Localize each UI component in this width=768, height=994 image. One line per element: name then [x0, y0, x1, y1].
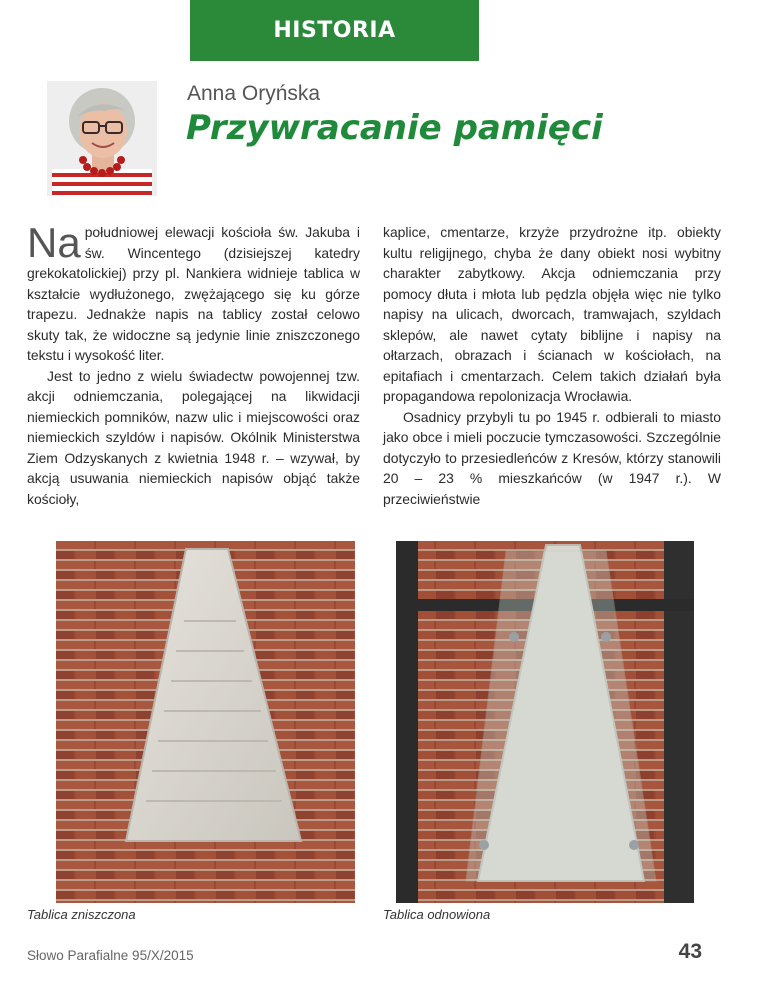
paragraph: Jest to jedno z wielu świadectw powojennej tzw. akcji odniemczania, polegającej na likwidacji niemieckich pomników, nazw ulic i miejscowości oraz niemieckich szyldów i napisów. Okólnik Ministerstwa Ziem Odzyskanych z kwietnia 1948 r. – wzywał, by akcją usuwania niemieckich napisów objąć także kościoły, — [27, 367, 360, 507]
author-photo — [47, 81, 157, 196]
damaged-plaque-image — [56, 541, 355, 903]
publication-footer: Słowo Parafialne 95/X/2015 — [27, 948, 194, 963]
left-photo-caption: Tablica zniszczona — [27, 907, 136, 922]
damaged-plaque-photo — [56, 541, 355, 903]
paragraph: Osadnicy przybyli tu po 1945 r. odbierali to miasto jako obce i mieli poczucie tymczasowości. Szczególnie dotyczyło to przesiedleńców z Kresów, którzy stanowili 20 – 23 % mieszkańców (w 1947 r.). W przeciwieństwie — [383, 408, 721, 507]
drop-cap: Na — [27, 219, 81, 266]
page-number: 43 — [678, 940, 702, 963]
restored-plaque-image — [396, 541, 694, 903]
author-name: Anna Oryńska — [187, 82, 321, 105]
right-text-column — [383, 222, 721, 509]
restored-plaque-photo — [396, 541, 694, 903]
article-title: Przywracanie pamięci — [186, 108, 603, 148]
left-text-column — [27, 219, 360, 509]
section-label: HISTORIA — [273, 18, 396, 43]
paragraph-text: południowej elewacji kościoła św. Jakuba i św. Wincentego (dzisiejszej katedry grekokatolickiej) przy pl. Nankiera widnieje tablica w kształcie wydłużonego, zwężającego się ku górze trapezu. Jednakże napis na tablicy został celowo skuty tak, że widoczne są jedynie linie zniszczonego tekstu i wysokość liter. — [27, 224, 360, 363]
right-photo-caption: Tablica odnowiona — [383, 907, 491, 922]
paragraph: kaplice, cmentarze, krzyże przydrożne itp. obiekty kultu religijnego, chyba że dany obiekt nosi wybitny charakter zabytkowy. Akcja odniemczania przy pomocy dłuta i młota lub pędzla objęła więc nie tylko napisy na ulicach, dworcach, tramwajach, szyldach sklepów, ale nawet cytaty biblijne i napisy na ołtarzach, obrazach i ścianach w kościołach, na epitafiach i cmentarzach. Celem takich działań była propagandowa repolonizacja Wrocławia. — [383, 224, 721, 404]
section-banner — [190, 0, 479, 61]
paragraph — [27, 219, 360, 366]
author-portrait-image — [47, 81, 157, 196]
